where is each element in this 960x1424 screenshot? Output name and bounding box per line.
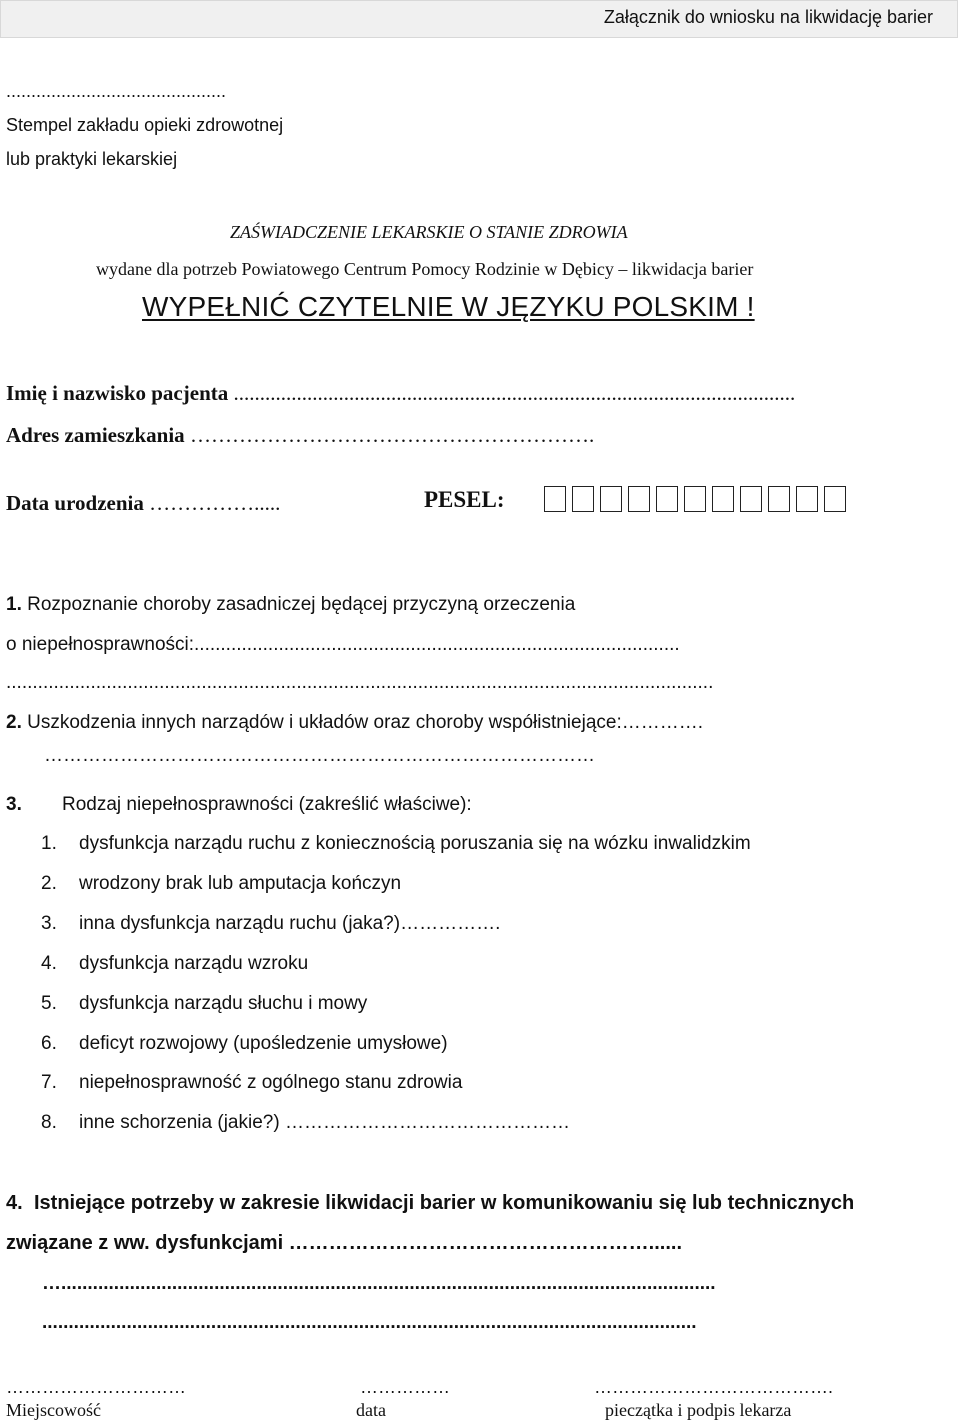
section-1-num: 1. — [6, 594, 22, 615]
pesel-digit-box[interactable] — [572, 486, 594, 512]
list-item-num: 5. — [41, 993, 57, 1014]
dob-field — [6, 491, 280, 516]
list-item — [41, 913, 500, 935]
signature-dots: …………………………………. — [594, 1377, 834, 1397]
section-3-num: 3. — [6, 794, 22, 815]
list-item-num: 8. — [41, 1112, 57, 1133]
list-item — [41, 993, 367, 1015]
stamp-line-1: Stempel zakładu opieki zdrowotnej — [6, 115, 284, 135]
list-item-text: deficyt rozwojowy (upośledzenie umysłowe) — [79, 1033, 448, 1054]
section-4-line-3: …............................................................................................................................ — [42, 1273, 716, 1294]
section-4-line-4: ............................................................................................................................ — [42, 1312, 697, 1333]
document-subtitle: wydane dla potrzeb Powiatowego Centrum Pomocy Rodzinie w Dębicy – likwidacja barier — [96, 259, 754, 279]
place-dots: ………………………… — [6, 1377, 186, 1397]
signature-label: pieczątka i podpis lekarza — [605, 1400, 792, 1420]
place-label: Miejscowość — [6, 1400, 101, 1420]
list-item-text: niepełnosprawność z ogólnego stanu zdrowia — [79, 1072, 463, 1093]
address-label: Adres zamieszkania — [6, 423, 185, 447]
section-2-dots-1: …………. — [621, 712, 704, 733]
section-4-num: 4. — [6, 1192, 23, 1214]
attachment-header-text: Załącznik do wniosku na likwidację barier — [603, 7, 933, 27]
date-dots: …………… — [360, 1377, 450, 1397]
section-2-heading — [6, 712, 703, 734]
stamp-line-2: lub praktyki lekarskiej — [6, 149, 178, 169]
list-item-text: wrodzony brak lub amputacja kończyn — [79, 873, 402, 894]
patient-name-field — [6, 381, 795, 406]
list-item — [41, 833, 751, 855]
pesel-label: PESEL: — [424, 487, 505, 512]
list-item-text: inne schorzenia (jakie?) ……………………………………… — [79, 1112, 570, 1133]
list-item — [41, 1072, 462, 1094]
section-3-heading — [6, 794, 472, 816]
pesel-digit-box[interactable] — [712, 486, 734, 512]
address-field — [6, 423, 594, 448]
list-item-num: 1. — [41, 833, 57, 854]
pesel-digit-box[interactable] — [628, 486, 650, 512]
list-item-num: 3. — [41, 913, 57, 934]
section-3-text: Rodzaj niepełnosprawności (zakreślić właściwe): — [62, 794, 472, 815]
section-2-text: Uszkodzenia innych narządów i układów oraz choroby współistniejące: — [27, 712, 622, 733]
patient-name-dots: ........................................................................................................... — [233, 381, 796, 405]
pesel-digit-box[interactable] — [656, 486, 678, 512]
list-item — [41, 953, 308, 975]
list-item-num: 4. — [41, 953, 57, 974]
pesel-digit-box[interactable] — [544, 486, 566, 512]
fill-legibly-notice: WYPEŁNIĆ CZYTELNIE W JĘZYKU POLSKIM ! — [142, 291, 755, 322]
section-2-dots-2: …………………………………………………………………………… — [44, 745, 595, 766]
pesel-digit-box[interactable] — [600, 486, 622, 512]
section-1-heading — [6, 594, 575, 616]
list-item — [41, 1033, 448, 1055]
section-4-line-1: Istniejące potrzeby w zakresie likwidacji barier w komunikowaniu się lub technicznych — [34, 1192, 855, 1214]
list-item — [41, 1112, 570, 1134]
list-item-text: inna dysfunkcja narządu ruchu (jaka?)……………. — [79, 913, 501, 934]
section-1-line-3: ...................................................................................................................................... — [6, 672, 714, 693]
dob-dots: ……………..... — [149, 491, 281, 515]
section-1-line-2: o niepełnosprawności:............................................................................................ — [6, 634, 680, 655]
attachment-header — [0, 0, 958, 38]
list-item — [41, 873, 401, 895]
list-item-num: 7. — [41, 1072, 57, 1093]
section-1-text: Rozpoznanie choroby zasadniczej będącej przyczyną orzeczenia — [27, 594, 576, 615]
pesel-digit-box[interactable] — [684, 486, 706, 512]
dob-label: Data urodzenia — [6, 491, 144, 515]
date-label: data — [356, 1400, 386, 1420]
list-item-text: dysfunkcja narządu ruchu z koniecznością poruszania się na wózku inwalidzkim — [79, 833, 751, 854]
pesel-digit-box[interactable] — [824, 486, 846, 512]
list-item-num: 2. — [41, 873, 57, 894]
list-item-num: 6. — [41, 1033, 57, 1054]
pesel-digit-box[interactable] — [796, 486, 818, 512]
section-2-num: 2. — [6, 712, 22, 733]
patient-name-label: Imię i nazwisko pacjenta — [6, 381, 229, 405]
address-dots: …………………………………………………. — [189, 423, 595, 447]
list-item-text: dysfunkcja narządu wzroku — [79, 953, 309, 974]
list-item-text: dysfunkcja narządu słuchu i mowy — [79, 993, 368, 1014]
section-4-line-2: związane z ww. dysfunkcjami ………………………………………………...... — [6, 1232, 683, 1254]
pesel-boxes — [544, 486, 846, 512]
document-title: ZAŚWIADCZENIE LEKARSKIE O STANIE ZDROWIA — [230, 222, 628, 242]
pesel-digit-box[interactable] — [740, 486, 762, 512]
stamp-dots: ............................................ — [6, 81, 227, 101]
pesel-digit-box[interactable] — [768, 486, 790, 512]
section-4-heading — [6, 1192, 854, 1215]
